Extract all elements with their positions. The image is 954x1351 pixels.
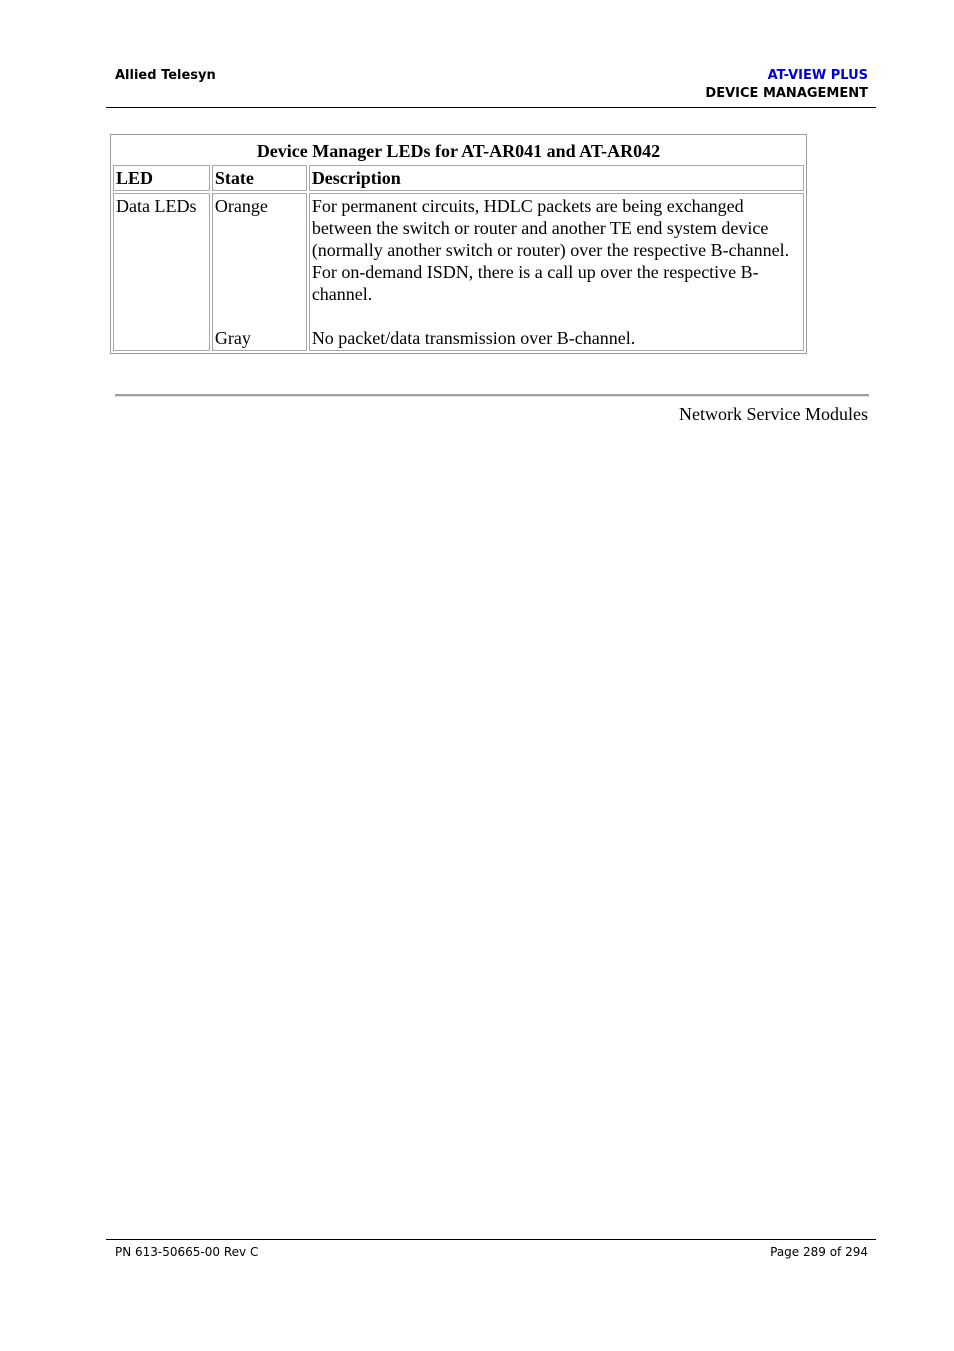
table-caption: Device Manager LEDs for AT-AR041 and AT-AR042: [256, 141, 661, 161]
section-divider: [115, 394, 869, 397]
header-section: DEVICE MANAGEMENT: [705, 86, 868, 101]
section-footer-title: Network Service Modules: [679, 404, 868, 424]
header-divider: [106, 107, 876, 108]
column-header-led: LED: [113, 165, 210, 191]
description-gray: No packet/data transmission over B-channel.: [311, 328, 636, 348]
description-cell: [309, 193, 804, 351]
header-company: Allied Telesyn: [115, 68, 216, 83]
table-row: [113, 193, 804, 351]
column-header-description: Description: [309, 165, 804, 191]
column-header-state: State: [212, 165, 307, 191]
state-gray: Gray: [214, 328, 251, 348]
led-table: [110, 134, 807, 354]
table-caption-row: [113, 137, 804, 163]
table-header-row: [113, 165, 804, 191]
state-orange: Orange: [214, 196, 268, 216]
footer-divider: [106, 1239, 876, 1240]
header-product: AT-VIEW PLUS: [767, 68, 868, 83]
footer-part-number: PN 613-50665-00 Rev C: [115, 1245, 259, 1259]
description-orange: For permanent circuits, HDLC packets are being exchanged between the switch or router and another TE end system device (normally another switch or router) over the respective B-channel. For on-demand ISDN, there is a call up over the respective B-channel.: [311, 196, 790, 304]
state-cell: [212, 193, 307, 351]
led-cell: Data LEDs: [113, 193, 210, 351]
footer-page-number: Page 289 of 294: [770, 1245, 868, 1259]
